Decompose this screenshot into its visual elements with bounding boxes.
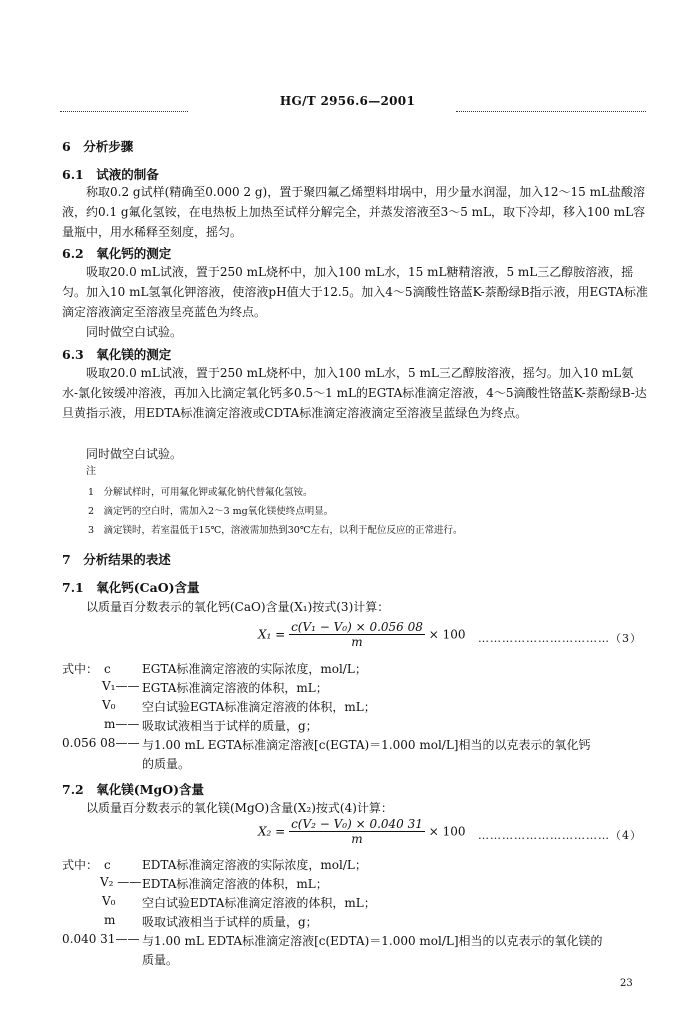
page-header: HG/T 2956.6—2001	[279, 94, 416, 108]
section-7-2-title: 7.2 氧化镁(MgO)含量	[62, 782, 205, 797]
note-1: 1 分解试样时，可用氟化钾或氟化钠代替氟化氢铵。	[88, 487, 313, 498]
def-7-2-desc-5: 与1.00 mL EDTA标准滴定溶液[c(EDTA)＝1.000 mol/L]相当的以克表示的氧化镁的	[142, 934, 603, 948]
def-7-1-cont: 的质量。	[142, 757, 191, 771]
def-7-1-desc-1: EGTA标准滴定溶液的实际浓度，mol/L；	[142, 662, 367, 676]
section-6-2-title: 6.2 氧化钙的测定	[62, 246, 172, 261]
def-7-2-sym-1: 式中： c	[62, 858, 111, 872]
def-7-2-desc-2: EDTA标准滴定溶液的体积，mL；	[142, 877, 328, 891]
def-7-1-sym-2: V₁——	[102, 679, 140, 693]
equation-4-number: ……………………………（4）	[478, 829, 642, 842]
note-label: 注	[86, 466, 96, 477]
def-7-1-sym-5: 0.056 08——	[62, 736, 140, 750]
section-6-3-text: 吸取20.0 mL试液，置于250 mL烧杯中，加入100 mL水，5 mL三乙醇胺溶液，摇匀。加入10 mL氨水-氯化铵缓冲溶液，再加入比滴定氧化钙多0.5～1 mL的EGTA标准滴定溶液，4～5滴酸性铬蓝K-萘酚绿B-达旦黄指示液，用EDTA标准滴定溶液或CDTA标准滴定溶液滴定至溶液呈蓝绿色为终点。	[62, 366, 647, 420]
def-7-2-sym-4: m	[104, 913, 116, 927]
section-6-3-title: 6.3 氧化镁的测定	[62, 347, 172, 362]
equation-3-denominator: m	[351, 635, 363, 649]
section-6-3-blank: 同时做空白试验。	[86, 447, 183, 461]
def-7-2-cont: 质量。	[142, 953, 179, 967]
section-7-1-title: 7.1 氧化钙(CaO)含量	[62, 580, 200, 595]
note-3: 3 滴定镁时，若室温低于15℃，溶液需加热到30℃左右，以利于配位反应的正常进行。	[88, 525, 463, 536]
equation-4	[258, 817, 466, 846]
equation-3-lhs: X₁ =	[258, 627, 286, 642]
section-7-title: 7 分析结果的表述	[62, 552, 171, 567]
def-7-2-desc-3: 空白试验EDTA标准滴定溶液的体积，mL；	[142, 896, 376, 910]
equation-4-numerator: c(V₂ − V₀) × 0.040 31	[291, 817, 423, 831]
def-7-1-desc-3: 空白试验EGTA标准滴定溶液的体积，mL；	[142, 700, 376, 714]
def-7-1-sym-4: m——	[104, 717, 140, 731]
equation-3-multiplier: × 100	[428, 627, 466, 642]
equation-3-number: ……………………………（3）	[478, 632, 642, 645]
def-7-2-sym-2: V₂ ——	[100, 875, 142, 889]
def-7-2-sym-5: 0.040 31——	[62, 932, 140, 946]
section-6-1-text: 称取0.2 g试样(精确至0.000 2 g)，置于聚四氟乙烯塑料坩埚中，用少量水润湿，加入12～15 mL盐酸溶液，约0.1 g氟化氢铵，在电热板上加热至试样分解完全，并蒸发溶液至3～5 mL，取下冷却，移入100 mL容量瓶中，用水稀释至刻度，摇匀。	[62, 185, 646, 239]
equation-4-denominator: m	[351, 832, 363, 846]
section-6-2-blank: 同时做空白试验。	[86, 325, 183, 339]
page-number: 23	[620, 978, 633, 989]
note-2: 2 滴定钙的空白时，需加入2～3 mg氧化镁使终点明显。	[88, 506, 334, 517]
section-7-1-intro: 以质量百分数表示的氧化钙(CaO)含量(X₁)按式(3)计算：	[86, 600, 390, 614]
section-6-1-title: 6.1 试液的制备	[62, 167, 159, 182]
section-7-2-intro: 以质量百分数表示的氧化镁(MgO)含量(X₂)按式(4)计算：	[86, 801, 393, 815]
equation-4-multiplier: × 100	[428, 824, 466, 839]
section-6-title: 6 分析步骤	[62, 139, 134, 154]
section-6-2-text: 吸取20.0 mL试液，置于250 mL烧杯中，加入100 mL水，15 mL糖精溶液，5 mL三乙醇胺溶液，摇匀。加入10 mL氢氧化钾溶液，使溶液pH值大于12.5。加入4～5滴酸性铬蓝K-萘酚绿B指示液，用EGTA标准滴定溶液滴定至溶液呈亮蓝色为终点。	[62, 265, 648, 319]
equation-4-lhs: X₂ =	[258, 824, 286, 839]
def-7-1-desc-4: 吸取试液相当于试样的质量，g；	[142, 719, 318, 733]
equation-3	[258, 620, 466, 649]
header-rule-right	[456, 111, 646, 112]
def-7-2-desc-1: EDTA标准滴定溶液的实际浓度，mol/L；	[142, 858, 367, 872]
header-rule-left	[60, 111, 188, 112]
def-7-2-desc-4: 吸取试液相当于试样的质量，g；	[142, 915, 318, 929]
def-7-1-sym-3: V₀	[102, 698, 116, 712]
def-7-1-sym-1: 式中： c	[62, 662, 111, 676]
equation-3-numerator: c(V₁ − V₀) × 0.056 08	[291, 620, 423, 634]
def-7-2-sym-3: V₀	[102, 894, 116, 908]
def-7-1-desc-5: 与1.00 mL EGTA标准滴定溶液[c(EGTA)＝1.000 mol/L]相当的以克表示的氧化钙	[142, 738, 591, 752]
def-7-1-desc-2: EGTA标准滴定溶液的体积，mL；	[142, 681, 328, 695]
